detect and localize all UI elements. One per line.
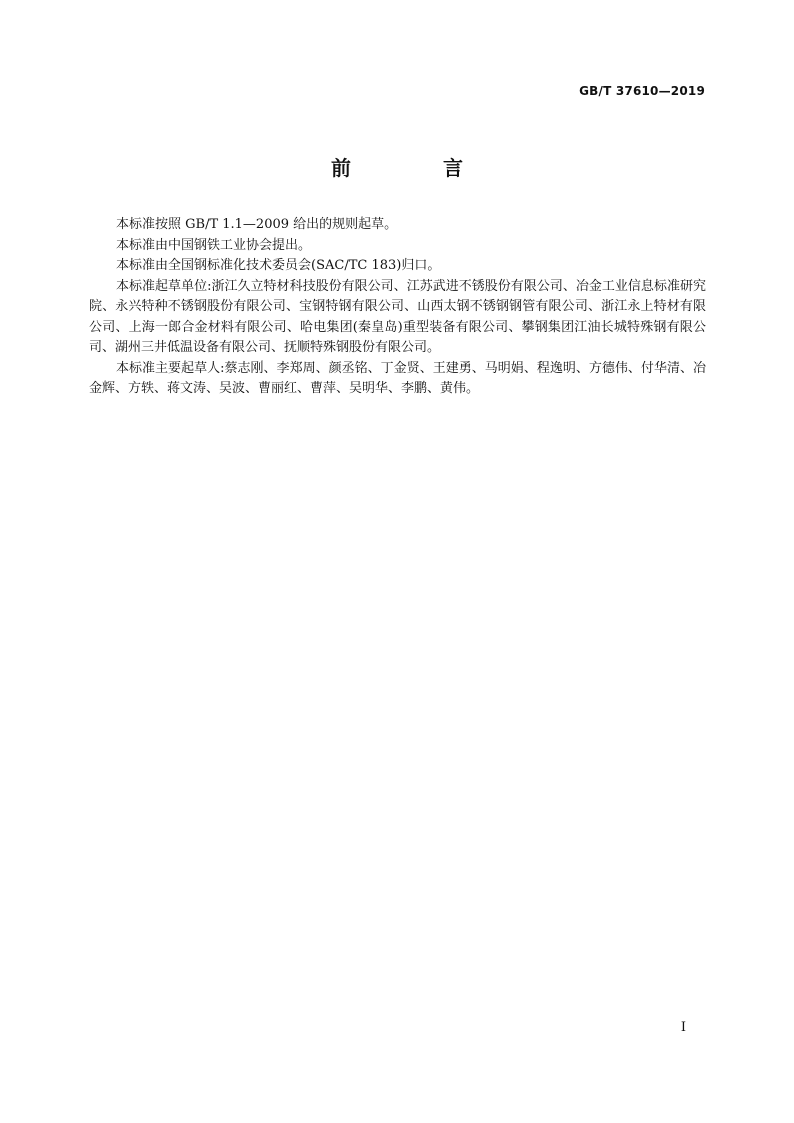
page-title: 前 言 [331, 156, 499, 180]
paragraph-responsible-committee: 本标准由全国钢标准化技术委员会(SAC/TC 183)归口。 [116, 258, 441, 273]
paragraph-drafting-organizations: 本标准起草单位:浙江久立特材科技股份有限公司、江苏武进不锈股份有限公司、冶金工业信息标准研究院、永兴特种不锈钢股份有限公司、宝钢特钢有限公司、山西太钢不锈钢钢管有限公司、浙江永上特材有限公司、上海一郎合金材料有限公司、哈电集团(秦皇岛)重型装备有限公司、攀钢集团江油长城特殊钢有限公司、湖州三井低温设备有限公司、抚顺特殊钢股份有限公司。 [89, 278, 706, 355]
standard-code: GB/T 37610—2019 [579, 84, 705, 98]
page-number: I [680, 1020, 686, 1035]
paragraph-main-drafters: 本标准主要起草人:蔡志刚、李郑周、颜丞铭、丁金贤、王建勇、马明娟、程逸明、方德伟、付华清、冶金辉、方轶、蒋文涛、吴波、曹丽红、曹萍、吴明华、李鹏、黄伟。 [89, 360, 706, 396]
foreword-body [89, 215, 706, 400]
paragraph-drafting-rules: 本标准按照 GB/T 1.1—2009 给出的规则起草。 [116, 217, 398, 232]
paragraph-proposer: 本标准由中国钢铁工业协会提出。 [116, 237, 312, 253]
